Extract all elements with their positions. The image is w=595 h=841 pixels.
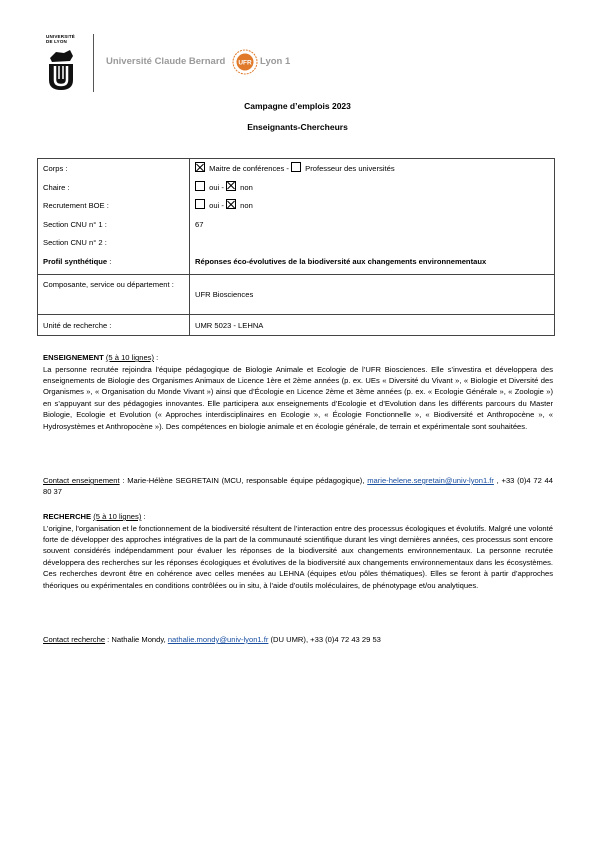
unite-value: UMR 5023 - LEHNA	[190, 315, 555, 336]
corps-option-professeur: Professeur des universités	[305, 164, 395, 173]
contact-enseignement-label: Contact enseignement	[43, 476, 120, 485]
profil-label	[43, 253, 184, 272]
campaign-subtitle: Enseignants-Chercheurs	[247, 122, 348, 132]
recherche-lines-hint: (5 à 10 lignes)	[93, 512, 142, 521]
recherche-text: L’origine, l’organisation et le fonctionnement de la biodiversité résultent de l’interaction entre des processus écologiques et évolutifs. Malgré une volonté forte de développer des approches intégratives de la part de la communauté scientifique durant les vingt dernières années, ces processus sont encore souvent considérés indépendamment pour évaluer les réponses de la biodiversité aux changements environnementaux. La personne recrutée développera des recherches sur les réponses écologiques et évolutives de la biodiversité aux changements environnementaux dans les écosystèmes. Ces recherches devront être en cohérence avec celles menées au LEHNA (équipes et/ou pôles thématiques). Elles se feront à partir d’approches théoriques ou expérimentales en conditions contrôlées ou in situ, à l’aide d’outils moléculaires, de phénotypage et/ou analytiques.	[43, 523, 553, 590]
lion-emblem-icon	[46, 44, 76, 94]
chaire-non-label: non	[240, 182, 253, 192]
checkbox-boe-oui[interactable]	[195, 199, 205, 209]
logo-text-1: UNIVERSITÉ	[46, 34, 76, 39]
chaire-options	[195, 179, 549, 198]
chaire-label: Chaire :	[43, 182, 70, 192]
cnu2-label: Section CNU n° 2 :	[43, 238, 107, 247]
cnu1-value: 67	[195, 219, 204, 229]
composante-value: UFR Biosciences	[190, 275, 555, 315]
contact-recherche	[43, 634, 553, 645]
checkbox-maitre-checked[interactable]	[195, 162, 205, 172]
position-info-table	[37, 158, 555, 336]
contact-enseignement-text: : Marie-Hélène SEGRETAIN (MCU, responsable équipe pédagogique),	[119, 476, 368, 485]
contact-recherche-tail: (DU UMR), +33 (0)4 72 43 29 53	[268, 635, 381, 644]
recherche-heading	[43, 511, 553, 522]
boe-options	[195, 197, 549, 216]
boe-label: Recrutement BOE :	[43, 201, 109, 210]
contact-recherche-name: Nathalie Mondy,	[111, 635, 168, 644]
checkbox-chaire-oui[interactable]	[195, 181, 205, 191]
ufr-logo-icon	[232, 49, 258, 75]
table-row	[38, 159, 555, 275]
corps-label: Corps :	[43, 164, 68, 173]
recherche-title: RECHERCHE	[43, 512, 92, 521]
chaire-oui-label: oui -	[209, 182, 224, 192]
table-row	[38, 275, 555, 315]
enseignement-text: La personne recrutée rejoindra l’équipe pédagogique de Biologie Animale et Ecologie de l’UFR Biosciences. Elle s’investira et développera des enseignements de Biologie des Organismes Animaux de Licence 1ère et 2ème années (p. ex. UEs « Diversité du Vivant », « Biologie et Diversité des Organismes », « Organisation du Monde Vivant ») ainsi que d’Écologie en Licence 2ème et 3ème années (p. ex. « Ecologie Générale », « Zoologie ») en s’appuyant sur des pédagogies innovantes. Elle participera aux enseignements d’Ecologie et d’Evolution dans les différents parcours du Master Biologie, Ecologie et Evolution (« Approches interdisciplinaires en Ecologie », « Écologie Fonctionnelle », « Biodiversité et Anthropocène », « Hydrosystèmes et Anthropocène »). Des compétences en biologie animale et en écologie générale, de terrain et expérimentale sont souhaitées.	[43, 364, 553, 431]
profil-label-text: Profil synthétique	[43, 256, 108, 266]
boe-oui-label: oui -	[209, 201, 224, 210]
contact-recherche-email[interactable]: nathalie.mondy@univ-lyon1.fr	[167, 635, 269, 644]
recherche-colon: :	[141, 512, 146, 521]
contact-enseignement-phone: , +33 (0)4 72 44 80 37	[43, 476, 553, 497]
enseignement-lines-hint: (5 à 10 lignes)	[105, 353, 155, 362]
boe-non-label: non	[240, 201, 253, 210]
enseignement-heading	[43, 352, 553, 363]
unite-label: Unité de recherche :	[38, 315, 190, 336]
campaign-title: Campagne d’emplois 2023	[244, 101, 351, 111]
universite-de-lyon-logo	[46, 34, 76, 94]
profil-value: Réponses éco-évolutives de la biodiversité aux changements environnementaux	[195, 256, 487, 266]
profil-label-colon: :	[107, 256, 112, 266]
checkbox-professeur[interactable]	[291, 162, 301, 172]
ucbl-name: Université Claude Bernard	[106, 56, 226, 67]
cnu2-value	[195, 234, 549, 253]
composante-label: Composante, service ou département :	[38, 275, 190, 315]
lyon1-name: Lyon 1	[260, 56, 291, 67]
enseignement-title: ENSEIGNEMENT	[43, 353, 104, 362]
contact-recherche-sep: :	[105, 635, 112, 644]
contact-enseignement	[43, 475, 553, 498]
contact-enseignement-email[interactable]: marie-helene.segretain@univ-lyon1.fr	[367, 476, 494, 485]
checkbox-chaire-non-checked[interactable]	[226, 181, 236, 191]
checkbox-boe-non-checked[interactable]	[226, 199, 236, 209]
ufr-badge-text: UFR	[238, 59, 252, 67]
cnu1-label: Section CNU n° 1 :	[43, 219, 107, 229]
table-row	[38, 315, 555, 336]
logo-divider	[93, 34, 94, 92]
contact-recherche-label: Contact recherche	[43, 635, 106, 644]
enseignement-colon: :	[154, 353, 159, 362]
logo-text-2: DE LYON	[46, 39, 67, 44]
corps-options	[195, 160, 549, 179]
corps-option-maitre: Maitre de conférences -	[209, 164, 289, 173]
